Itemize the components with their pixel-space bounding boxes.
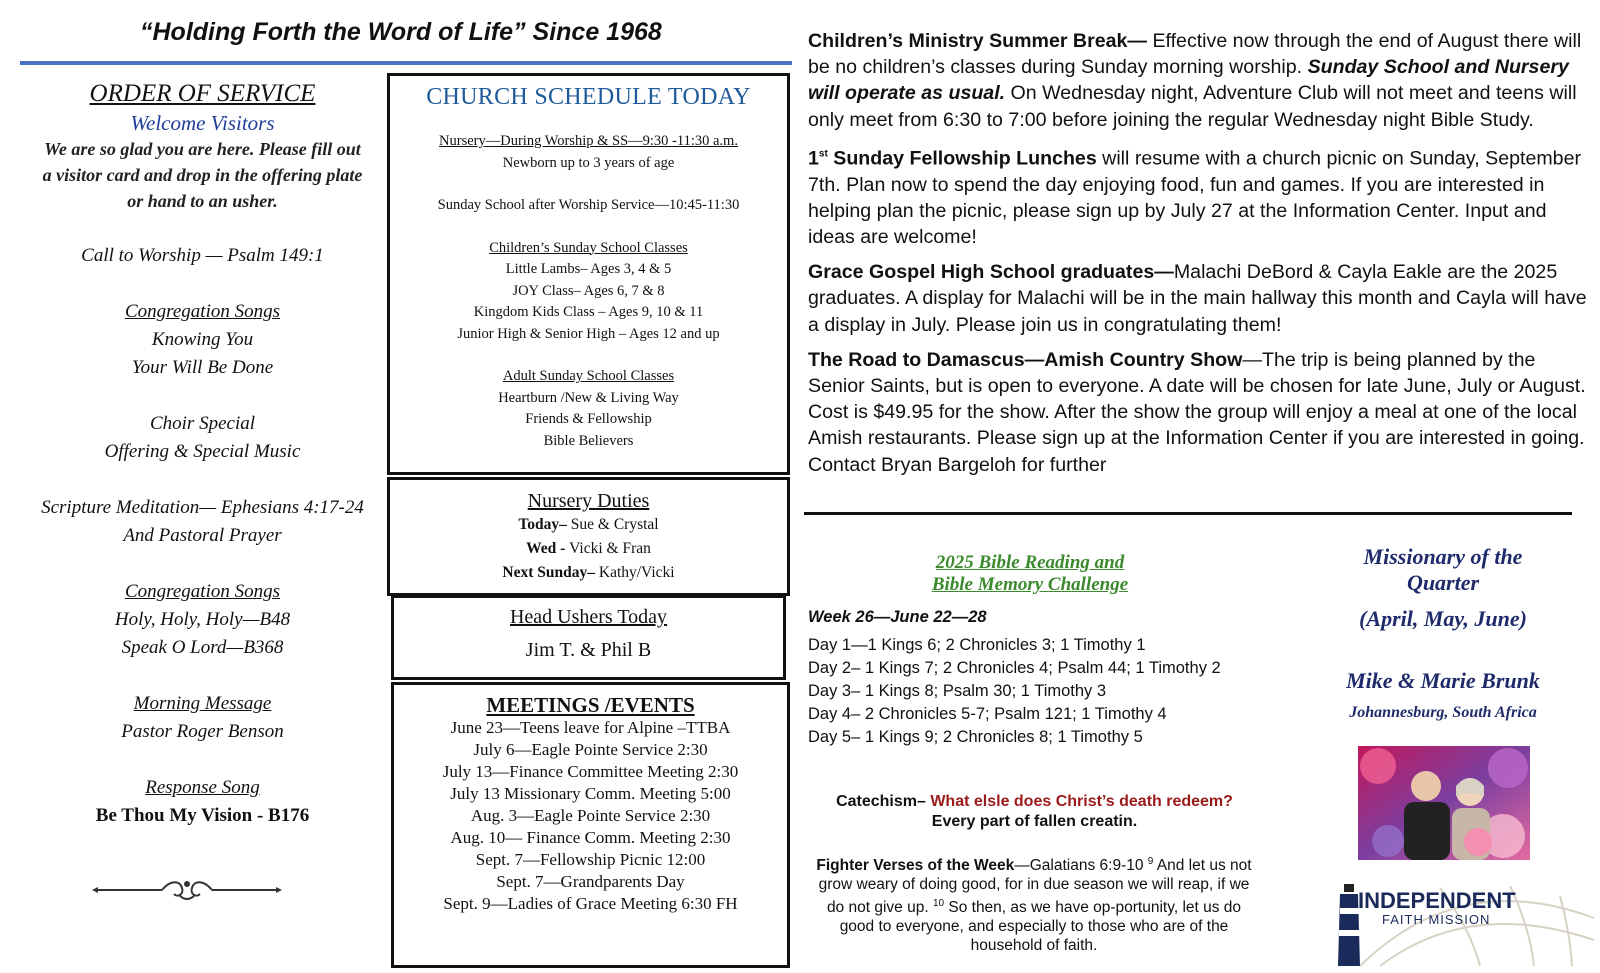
church-schedule-box (387, 73, 790, 475)
missionary-location: Johannesburg, South Africa (1349, 704, 1537, 721)
meetings-title: MEETINGS /EVENTS (486, 693, 695, 717)
children-classes-header: Children’s Sunday School Classes (489, 239, 688, 256)
class-item: Heartburn /New & Living Way (498, 389, 679, 406)
svg-text:FAITH MISSION: FAITH MISSION (1382, 912, 1491, 927)
pastor-name: Pastor Roger Benson (121, 721, 284, 742)
nursery-ages: Newborn up to 3 years of age (502, 154, 675, 171)
usher-names: Jim T. & Phil B (525, 639, 652, 661)
catechism: Catechism– What elsle does Christ’s death redeem? Every part of fallen creatin. (812, 792, 1257, 832)
event-item: June 23—Teens leave for Alpine –TTBA (450, 718, 731, 737)
fighter-verses: Fighter Verses of the Week—Galatians 6:9-10 $^9$ And let us not grow weary of doing good, for in due season we will reap, if we do not give up. $^{10}$ So then, as we have op-portunity, let us do good to everyone, and especially to those who are of the household of faith. (816, 856, 1252, 955)
section-divider (804, 512, 1572, 515)
announcement-graduates: Grace Gospel High School graduates—Malachi DeBord & Cayla Eakle are the 2025 graduates. A display for Malachi will be in the main hallway this month and Cayla will have a display in July. Please join us in congratulating them! (808, 261, 1587, 336)
duty-row: Next Sunday– Kathy/Vicki (502, 564, 675, 581)
offering: Offering & Special Music (104, 441, 301, 462)
bulletin-motto: “Holding Forth the Word of Life” Since 1968 (140, 18, 662, 46)
announcement-summer-break: Children’s Ministry Summer Break— Effective now through the end of August there will be no children’s classes during Sunday morning worship. Sunday School and Nursery will operate as usual. On Wednesday night, Adventure Club will not meet and teens will only meet from 6:30 to 7:00 before joining the regular Wednesday night Bible Study. (808, 30, 1582, 131)
event-item: Aug. 10— Finance Comm. Meeting 2:30 (450, 828, 731, 847)
song: Knowing You (151, 329, 254, 350)
visitor-intro (20, 136, 385, 214)
flourish-ornament-icon (92, 878, 282, 907)
missionary-months: (April, May, June) (1359, 606, 1527, 631)
call-to-worship: Call to Worship — Psalm 149:1 (81, 245, 324, 266)
nursery-duties-box (387, 477, 790, 596)
header-divider (20, 61, 792, 65)
meetings-events-box (391, 682, 790, 968)
choir-special: Choir Special (149, 413, 256, 434)
adult-classes-header: Adult Sunday School Classes (502, 368, 675, 384)
class-item: Junior High & Senior High – Ages 12 and up (457, 325, 720, 342)
nursery-duties-title: Nursery Duties (527, 490, 650, 512)
class-item: Bible Believers (543, 432, 634, 449)
event-item: Sept. 7—Fellowship Picnic 12:00 (475, 850, 706, 869)
intro-line: We are so glad you are here. Please fill out (44, 139, 361, 159)
svg-text:INDEPENDENT: INDEPENDENT (1358, 888, 1516, 913)
order-of-service (20, 78, 385, 830)
announcement-amish-show: The Road to Damascus—Amish Country Show—The trip is being planned by the Senior Saints, but is open to everyone. A date will be chosen for late June, July or August. Cost is $49.95 for the show. After the show the group will enjoy a meal at one of the local Amish restaurants. Please sign up at the Information Center if you are interested in going. Contact Bryan Bargeloh for further (808, 348, 1586, 476)
songs-header: Congregation Songs (125, 301, 280, 322)
event-item: July 13—Finance Committee Meeting 2:30 (442, 762, 739, 781)
song: Speak O Lord—B368 (121, 637, 284, 658)
independent-faith-mission-logo (1320, 878, 1596, 968)
song: Your Will Be Done (131, 357, 274, 378)
head-ushers-title: Head Ushers Today (509, 606, 668, 628)
event-item: Sept. 7—Grandparents Day (496, 872, 685, 891)
announcements (808, 28, 1588, 487)
song: Holy, Holy, Holy—B48 (114, 609, 291, 630)
class-item: Kingdom Kids Class – Ages 9, 10 & 11 (473, 304, 704, 320)
missionary-names: Mike & Marie Brunk (1346, 668, 1540, 693)
event-item: July 13 Missionary Comm. Meeting 5:00 (450, 784, 731, 803)
pastoral-prayer: And Pastoral Prayer (123, 525, 282, 546)
songs-header: Congregation Songs (125, 581, 280, 602)
duty-row: Wed - Vicki & Fran (526, 540, 651, 557)
catechism-answer: Every part of fallen creatin. (931, 813, 1138, 830)
announcement-fellowship-lunches: 1st Sunday Fellowship Lunches will resume with a church picnic on Sunday, September 7th. Plan now to spend the day enjoying food, fun and games. If you are interested in helping plan the picnic, please sign up by July 27 at the Information Center. Input and ideas are welcome! (808, 147, 1581, 248)
catechism-question: What elsle does Christ’s death redeem? (930, 793, 1233, 810)
head-ushers-box (391, 595, 786, 680)
bible-reading-week: Week 26—June 22—28 (808, 608, 987, 626)
scripture-meditation: Scripture Meditation— Ephesians 4:17-24 (41, 497, 364, 518)
missionary-title: Quarter (1406, 570, 1480, 595)
reading-day: Day 4– 2 Chronicles 5-7; Psalm 121; 1 Timothy 4 (808, 705, 1167, 723)
bible-reading-title: 2025 Bible Reading and Bible Memory Challenge (931, 552, 1129, 595)
event-item: Aug. 3—Eagle Pointe Service 2:30 (470, 806, 711, 825)
class-item: Little Lambs– Ages 3, 4 & 5 (505, 261, 672, 277)
reading-day: Day 2– 1 Kings 7; 2 Chronicles 4; Psalm 44; 1 Timothy 2 (808, 659, 1221, 677)
intro-line: a visitor card and drop in the offering plate (42, 165, 363, 185)
duty-row: Today– Sue & Crystal (518, 516, 659, 533)
reading-day: Day 3– 1 Kings 8; Psalm 30; 1 Timothy 3 (808, 682, 1107, 700)
missionary-of-quarter (1308, 544, 1578, 722)
reading-day: Day 5– 1 Kings 9; 2 Chronicles 8; 1 Timothy 5 (808, 728, 1143, 746)
event-item: July 6—Eagle Pointe Service 2:30 (473, 740, 708, 759)
welcome-visitors: Welcome Visitors (130, 111, 275, 135)
missionary-title: Missionary of the (1363, 544, 1523, 569)
response-song-header: Response Song (145, 777, 260, 798)
schedule-title: CHURCH SCHEDULE TODAY (426, 84, 751, 110)
class-item: Friends & Fellowship (525, 411, 652, 427)
reading-day: Day 1—1 Kings 6; 2 Chronicles 3; 1 Timothy 1 (808, 636, 1146, 654)
class-item: JOY Class– Ages 6, 7 & 8 (512, 282, 665, 299)
order-of-service-title: ORDER OF SERVICE (89, 80, 316, 107)
missionary-photo (1358, 746, 1530, 860)
sunday-school-time: Sunday School after Worship Service—10:45-11:30 (437, 197, 740, 213)
intro-line: or hand to an usher. (127, 191, 278, 211)
response-song: Be Thou My Vision - B176 (95, 805, 310, 826)
nursery-schedule: Nursery—During Worship & SS—9:30 -11:30 a.m. (439, 133, 738, 149)
bible-reading-days (808, 634, 1221, 749)
morning-message-header: Morning Message (133, 693, 272, 714)
event-item: Sept. 9—Ladies of Grace Meeting 6:30 FH (443, 894, 738, 913)
